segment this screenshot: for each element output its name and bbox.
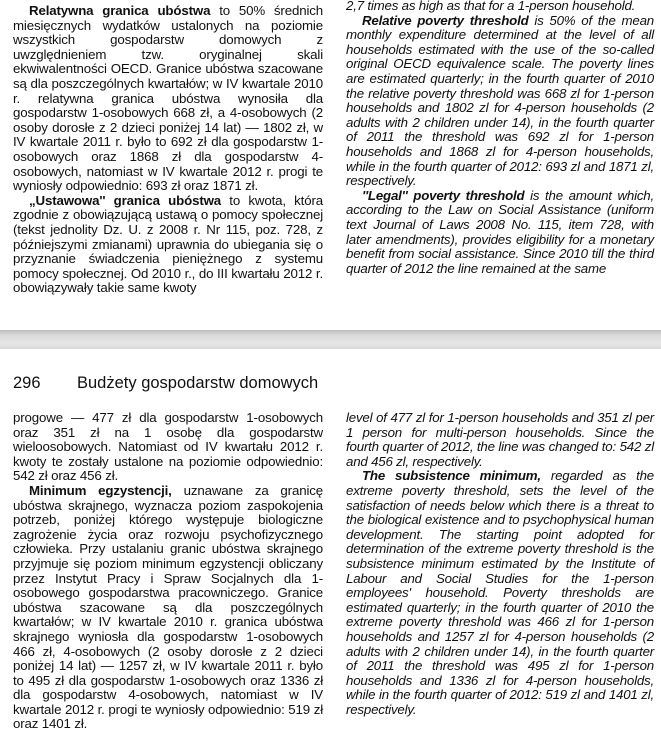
paragraph-subsistence-minimum-pl xyxy=(13,484,323,732)
page-separator xyxy=(0,330,661,349)
paragraph-text: to 50% średnich miesięcznych wydatków ustalonych na poziomie wszystkich gospodarstw domowych z uwzględnieniem tzw. oryginalnej skali ekwiwalentności OECD. Granice ubóstwa szacowane są dla poszczególnych kwartałów; w IV kwartale 2010 r. relatywna granica ubóstwa wynosiła dla gospodarstw 1-osobowych 668 zł, a 4-osobowych (2 osoby dorosłe z 2 dzieci poniżej 14 lat) — 1802 zł, w IV kwartale 2011 r. było to 692 zł dla gospodarstw 1-osobowych oraz 1868 zł dla gospodarstw 4-osobowych, natomiast w IV kwartale 2012 r. progi te wyniosły odpowiednio: 693 zł oraz 1871 zł. xyxy=(13,3,323,194)
running-header xyxy=(13,373,318,393)
polish-column xyxy=(13,4,323,296)
document-page-bottom xyxy=(0,349,661,732)
paragraph-text: regarded as the extreme poverty threshold, sets the level of the satisfaction of needs below which there is a threat to the biological existence and to psychophysical human development. The starting point adopted for determination of the extreme poverty threshold is the subsistence minimum estimated by the Institute of Labour and Social Studies for the 1-person employees' household. Poverty thresholds are estimated quarterly; in the fourth quarter of 2010 the extreme poverty threshold was 466 zl for 1-person households and 1257 zl for 4-person households (2 adults with 2 children under 14), in the fourth quarter of 2011 the threshold was 495 zl for 1-person households and 1336 zl for 4-person households, while in the fourth quarter of 2012: 519 zl and 1401 zl, respectively. xyxy=(346,468,654,717)
paragraph-text: uznawane za granicę ubóstwa skrajnego, wyznacza poziom zaspokojenia potrzeb, poniżej którego występuje biologiczne zagrożenie życia oraz rozwoju psychofizycznego człowieka. Przy ustalaniu granic ubóstwa skrajnego przyjmuje się poziom minimum egzystencji obliczany przez Instytut Pracy i Spraw Socjalnych dla 1-osobowego gospodarstwa pracowniczego. Granice ubóstwa szacowane są dla poszczególnych kwartałów; w IV kwartale 2010 r. granica ubóstwa skrajnego wyniosła dla gospodarstw 1-osobowych 466 zł, 4-osobowych (2 osoby dorosłe z 2 dzieci poniżej 14 lat) — 1257 zł, w IV kwartale 2011 r. było to 495 zł dla gospodarstw 1-osobowych oraz 1336 zł dla gospodarstw 4-osobowych, natomiast w IV kwartale 2012 r. progi te wyniosły odpowiednio: 519 zł oraz 1401 zł. xyxy=(13,482,323,732)
term-heading: Minimum egzystencji, xyxy=(29,482,172,498)
paragraph-legal-poverty-pl xyxy=(13,194,323,296)
term-heading: Relative poverty threshold xyxy=(362,12,529,28)
polish-column xyxy=(13,411,323,732)
paragraph-continuation-en: level of 477 zl for 1-person households and 351 zl per 1 person for multi-person households. Since the fourth quarter of 2012, the line was changed to: 542 zl and 456 zl, respectively. xyxy=(346,410,654,469)
paragraph-text: is the amount which, according to the Law on Social Assistance (uniform text Journal of Laws 2008 No. 115, item 728, with later amendments), provides eligibility for a monetary benefit from social assistance. Since 2010 till the third quarter of 2012 the line remained at the same xyxy=(346,187,654,276)
paragraph-legal-poverty-en xyxy=(346,189,654,277)
term-heading: Relatywna granica ubóstwa xyxy=(29,3,211,18)
running-title: Budżety gospodarstw domowych xyxy=(77,374,319,392)
paragraph-relative-poverty-en xyxy=(346,14,654,189)
term-heading: „Ustawowa'' granica ubóstwa xyxy=(29,192,222,208)
paragraph-subsistence-minimum-en xyxy=(346,469,654,717)
paragraph-continuation-en: 2,7 times as high as that for a 1-person household. xyxy=(346,0,636,13)
english-column xyxy=(346,0,654,276)
document-page-top xyxy=(0,0,661,330)
paragraph-text: to kwota, która zgodnie z obowiązującą ustawą o pomocy społecznej (tekst jednolity Dz. U. z 2008 r. Nr 115, poz. 728, z późniejszymi zmianami) uprawnia do ubiegania się o przyznanie świadczenia pieniężnego z systemu pomocy społecznej. Od 2010 r., do III kwartału 2012 r. obowiązywały takie same kwoty xyxy=(13,192,323,296)
term-heading: The subsistence minimum, xyxy=(362,468,541,484)
paragraph-continuation-pl: progowe — 477 zł dla gospodarstw 1-osobowych oraz 351 zł na 1 osobę dla gospodarstw wieloosobowych. Natomiast od IV kwartału 2012 r. kwoty te zostały ustalone na poziomie odpowiednio: 542 zł oraz 456 zł. xyxy=(13,410,323,484)
term-heading: ''Legal'' poverty threshold xyxy=(362,187,525,203)
paragraph-text: is 50% of the mean monthly expenditure determined at the level of all households estimated with the use of the so-called original OECD equivalence scale. The poverty lines are estimated quarterly; in the fourth quarter of 2010 the relative poverty threshold was 668 zl for 1-person households and 1802 zl for 4-person households (2 adults with 2 children under 14), in the fourth quarter of 2011 the threshold was 692 zl for 1-person households and 1868 zl for 4-person households, while in the fourth quarter of 2012: 693 zl and 1871 zl, respectively. xyxy=(346,12,655,189)
english-column xyxy=(346,411,654,717)
page-number: 296 xyxy=(13,374,41,392)
paragraph-relative-poverty-pl xyxy=(13,4,323,194)
